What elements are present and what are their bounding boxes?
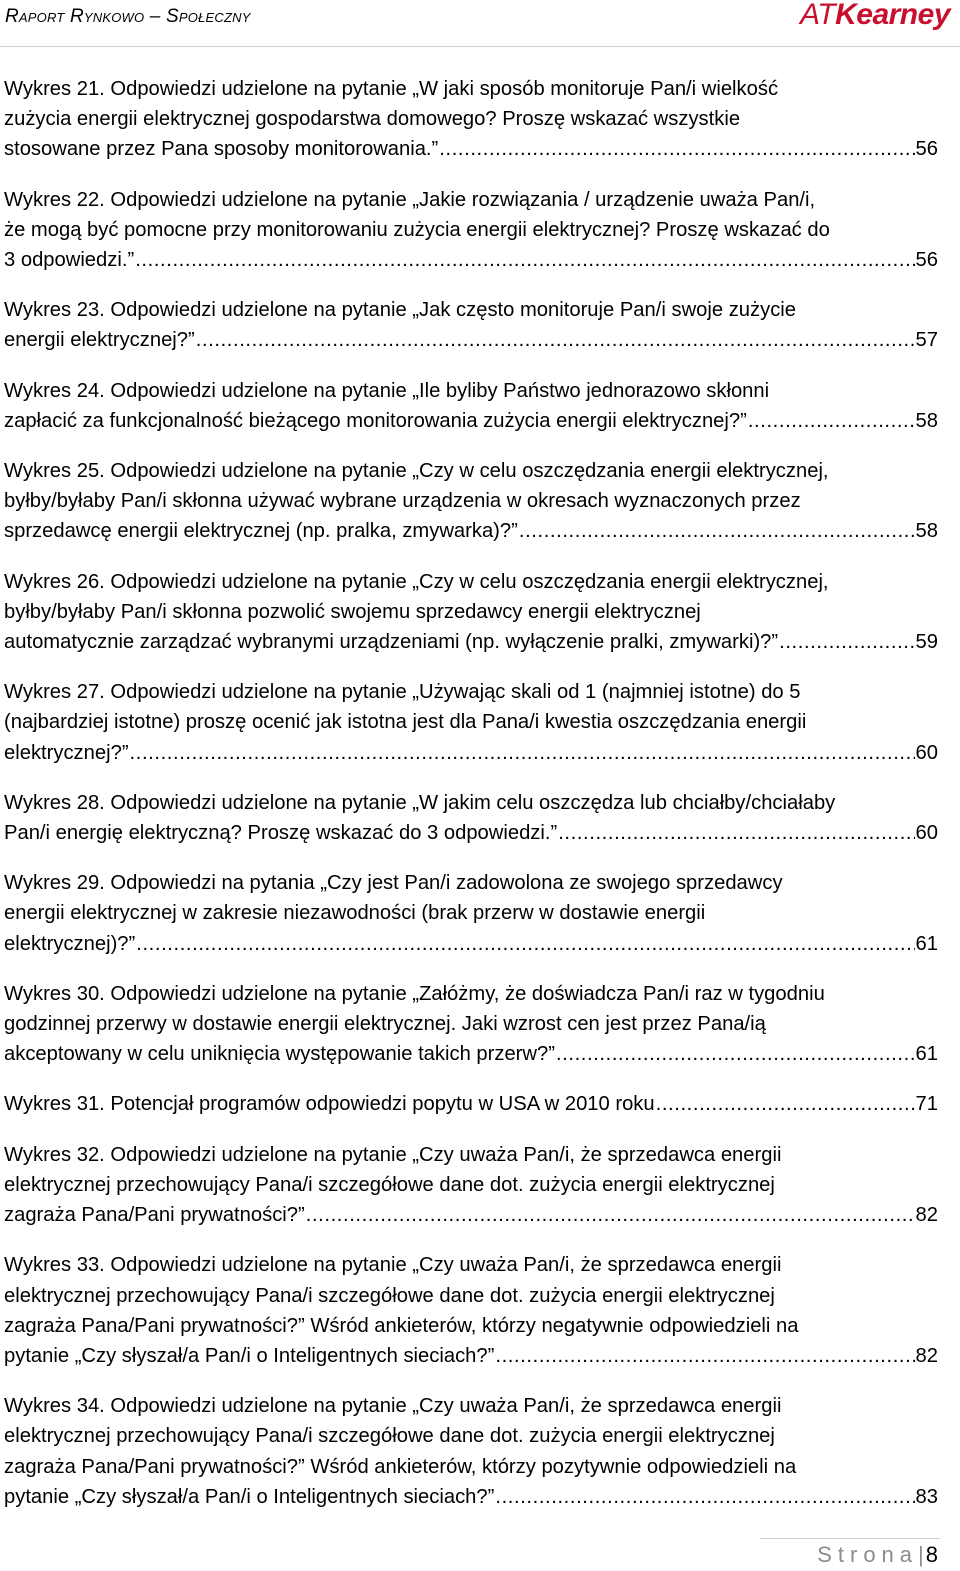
footer-separator: | xyxy=(918,1542,924,1567)
toc-entry-leader-line xyxy=(4,406,938,436)
toc-entry-line: Wykres 25. Odpowiedzi udzielone na pytanie „Czy w celu oszczędzania energii elektrycznej, xyxy=(4,460,829,483)
toc-entry-text: sprzedawcę energii elektrycznej (np. pralka, zmywarka)?” xyxy=(4,520,518,543)
toc-entry-page-number[interactable]: 56 xyxy=(915,138,938,161)
toc-entry-leader-line xyxy=(4,1039,938,1069)
dot-leader xyxy=(656,1089,915,1119)
toc-entry[interactable] xyxy=(4,1140,938,1231)
toc-entry-line: (najbardziej istotne) proszę ocenić jak istotna jest dla Pana/i kwestia oszczędzania energii xyxy=(4,711,807,734)
toc-entry-page-number[interactable]: 61 xyxy=(915,1043,938,1066)
toc-entry-page-number[interactable]: 82 xyxy=(915,1344,938,1367)
footer-page-number: 8 xyxy=(925,1542,938,1567)
toc-entry-page-number[interactable]: 58 xyxy=(915,520,938,543)
dot-leader xyxy=(130,738,915,768)
toc-entry-text: akceptowany w celu uniknięcia występowanie takich przerw?” xyxy=(4,1043,555,1066)
toc-entry-line: Wykres 28. Odpowiedzi udzielone na pytanie „W jakim celu oszczędza lub chciałby/chciałaby xyxy=(4,791,836,814)
toc-entry-line: Wykres 22. Odpowiedzi udzielone na pytanie „Jakie rozwiązania / urządzenie uważa Pan/i, xyxy=(4,188,816,211)
dot-leader xyxy=(196,325,915,355)
toc-entry-text: Pan/i energię elektryczną? Proszę wskazać do 3 odpowiedzi.” xyxy=(4,822,558,845)
toc-entry-leader-line xyxy=(4,516,938,546)
toc-entry-page-number[interactable]: 61 xyxy=(915,932,938,955)
dot-leader xyxy=(439,134,914,164)
toc-entry[interactable] xyxy=(4,456,938,547)
footer-page-label: Strona xyxy=(817,1542,919,1567)
toc-entry-line: Wykres 33. Odpowiedzi udzielone na pytanie „Czy uważa Pan/i, że sprzedawca energii xyxy=(4,1254,782,1277)
toc-entry-line: Wykres 29. Odpowiedzi na pytania „Czy jest Pan/i zadowolona ze swojego sprzedawcy xyxy=(4,872,783,895)
toc-entry-line: energii elektrycznej w zakresie niezawodności (brak przerw w dostawie energii xyxy=(4,902,706,925)
toc-entry-page-number[interactable]: 57 xyxy=(915,329,938,352)
toc-entry-line: Wykres 34. Odpowiedzi udzielone na pytanie „Czy uważa Pan/i, że sprzedawca energii xyxy=(4,1395,782,1418)
toc-entry-text: elektrycznej?” xyxy=(4,741,129,764)
footer-divider xyxy=(760,1538,940,1539)
toc-entry-line: elektrycznej przechowujący Pana/i szczegółowe dane dot. zużycia energii elektrycznej xyxy=(4,1425,775,1448)
table-of-figures xyxy=(4,74,938,1532)
header-divider xyxy=(0,46,960,47)
dot-leader xyxy=(495,1341,914,1371)
toc-entry-page-number[interactable]: 59 xyxy=(915,631,938,654)
dot-leader xyxy=(495,1482,914,1512)
toc-entry[interactable] xyxy=(4,1089,938,1119)
dot-leader xyxy=(519,516,915,546)
toc-entry-page-number[interactable]: 58 xyxy=(915,409,938,432)
page-footer xyxy=(817,1542,938,1568)
toc-entry-page-number[interactable]: 56 xyxy=(915,249,938,272)
toc-entry[interactable] xyxy=(4,567,938,658)
toc-entry-text: automatycznie zarządzać wybranymi urządzeniami (np. wyłączenie pralki, zmywarki)?” xyxy=(4,631,779,654)
toc-entry[interactable] xyxy=(4,1391,938,1512)
toc-entry[interactable] xyxy=(4,74,938,165)
toc-entry-leader-line xyxy=(4,245,938,275)
toc-entry-leader-line xyxy=(4,134,938,164)
toc-entry-text: energii elektrycznej?” xyxy=(4,329,195,352)
toc-entry-page-number[interactable]: 60 xyxy=(915,741,938,764)
toc-entry-line: zagraża Pana/Pani prywatności?” Wśród ankieterów, którzy negatywnie odpowiedzieli na xyxy=(4,1314,799,1337)
toc-entry-line: Wykres 27. Odpowiedzi udzielone na pytanie „Używając skali od 1 (najmniej istotne) do 5 xyxy=(4,681,801,704)
toc-entry[interactable] xyxy=(4,376,938,436)
dot-leader xyxy=(136,929,914,959)
logo-name: Kearney xyxy=(835,0,950,31)
toc-entry-leader-line xyxy=(4,929,938,959)
toc-entry-line: Wykres 26. Odpowiedzi udzielone na pytanie „Czy w celu oszczędzania energii elektrycznej, xyxy=(4,570,829,593)
toc-entry-text: Wykres 31. Potencjał programów odpowiedzi popytu w USA w 2010 roku xyxy=(4,1093,655,1116)
page-header xyxy=(0,0,960,48)
toc-entry-leader-line xyxy=(4,325,938,355)
toc-entry-leader-line xyxy=(4,1089,938,1119)
toc-entry-page-number[interactable]: 71 xyxy=(915,1093,938,1116)
toc-entry-text: 3 odpowiedzi.” xyxy=(4,249,135,272)
dot-leader xyxy=(558,818,914,848)
toc-entry-leader-line xyxy=(4,1200,938,1230)
toc-entry-text: pytanie „Czy słyszał/a Pan/i o Inteligentnych sieciach?” xyxy=(4,1485,495,1508)
toc-entry-line: Wykres 23. Odpowiedzi udzielone na pytanie „Jak często monitoruje Pan/i swoje zużycie xyxy=(4,299,797,322)
toc-entry-line: godzinnej przerwy w dostawie energii elektrycznej. Jaki wzrost cen jest przez Pana/ią xyxy=(4,1013,766,1036)
dot-leader xyxy=(556,1039,915,1069)
toc-entry-line: byłby/byłaby Pan/i skłonna pozwolić swojemu sprzedawcy energii elektrycznej xyxy=(4,600,701,623)
toc-entry-leader-line xyxy=(4,1482,938,1512)
toc-entry-line: zużycia energii elektrycznej gospodarstwa domowego? Proszę wskazać wszystkie xyxy=(4,108,741,131)
toc-entry[interactable] xyxy=(4,788,938,848)
toc-entry-line: zagraża Pana/Pani prywatności?” Wśród ankieterów, którzy pozytywnie odpowiedzieli na xyxy=(4,1455,797,1478)
toc-entry[interactable] xyxy=(4,979,938,1070)
toc-entry-leader-line xyxy=(4,1341,938,1371)
toc-entry-text: stosowane przez Pana sposoby monitorowania.” xyxy=(4,138,439,161)
toc-entry-line: że mogą być pomocne przy monitorowaniu zużycia energii elektrycznej? Proszę wskazać do xyxy=(4,218,830,241)
toc-entry-line: Wykres 24. Odpowiedzi udzielone na pytanie „Ile byliby Państwo jednorazowo skłonni xyxy=(4,379,770,402)
toc-entry-page-number[interactable]: 83 xyxy=(915,1485,938,1508)
toc-entry[interactable] xyxy=(4,295,938,355)
toc-entry-text: zapłacić za funkcjonalność bieżącego monitorowania zużycia energii elektrycznej?” xyxy=(4,409,747,432)
toc-entry[interactable] xyxy=(4,185,938,276)
dot-leader xyxy=(748,406,915,436)
toc-entry[interactable] xyxy=(4,677,938,768)
toc-entry-leader-line xyxy=(4,627,938,657)
logo-at: AT xyxy=(799,0,836,31)
toc-entry-leader-line xyxy=(4,738,938,768)
toc-entry-line: elektrycznej przechowujący Pana/i szczegółowe dane dot. zużycia energii elektrycznej xyxy=(4,1173,775,1196)
toc-entry-text: pytanie „Czy słyszał/a Pan/i o Inteligentnych sieciach?” xyxy=(4,1344,495,1367)
dot-leader xyxy=(135,245,914,275)
toc-entry[interactable] xyxy=(4,1250,938,1371)
toc-entry[interactable] xyxy=(4,868,938,959)
toc-entry-text: elektrycznej)?” xyxy=(4,932,136,955)
report-title: Raport Rynkowo – Społeczny xyxy=(5,6,251,27)
toc-entry-page-number[interactable]: 82 xyxy=(915,1204,938,1227)
toc-entry-line: Wykres 21. Odpowiedzi udzielone na pytanie „W jaki sposób monitoruje Pan/i wielkość xyxy=(4,78,779,100)
toc-entry-page-number[interactable]: 60 xyxy=(915,822,938,845)
toc-entry-line: Wykres 32. Odpowiedzi udzielone na pytanie „Czy uważa Pan/i, że sprzedawca energii xyxy=(4,1143,782,1166)
toc-entry-leader-line xyxy=(4,818,938,848)
atkearney-logo xyxy=(800,0,950,32)
toc-entry-line: byłby/byłaby Pan/i skłonna używać wybrane urządzenia w okresach wyznaczonych przez xyxy=(4,490,801,513)
toc-entry-line: elektrycznej przechowujący Pana/i szczegółowe dane dot. zużycia energii elektrycznej xyxy=(4,1284,775,1307)
toc-entry-line: Wykres 30. Odpowiedzi udzielone na pytanie „Załóżmy, że doświadcza Pan/i raz w tygodniu xyxy=(4,982,825,1005)
dot-leader xyxy=(306,1200,915,1230)
dot-leader xyxy=(779,627,914,657)
toc-entry-text: zagraża Pana/Pani prywatności?” xyxy=(4,1204,305,1227)
